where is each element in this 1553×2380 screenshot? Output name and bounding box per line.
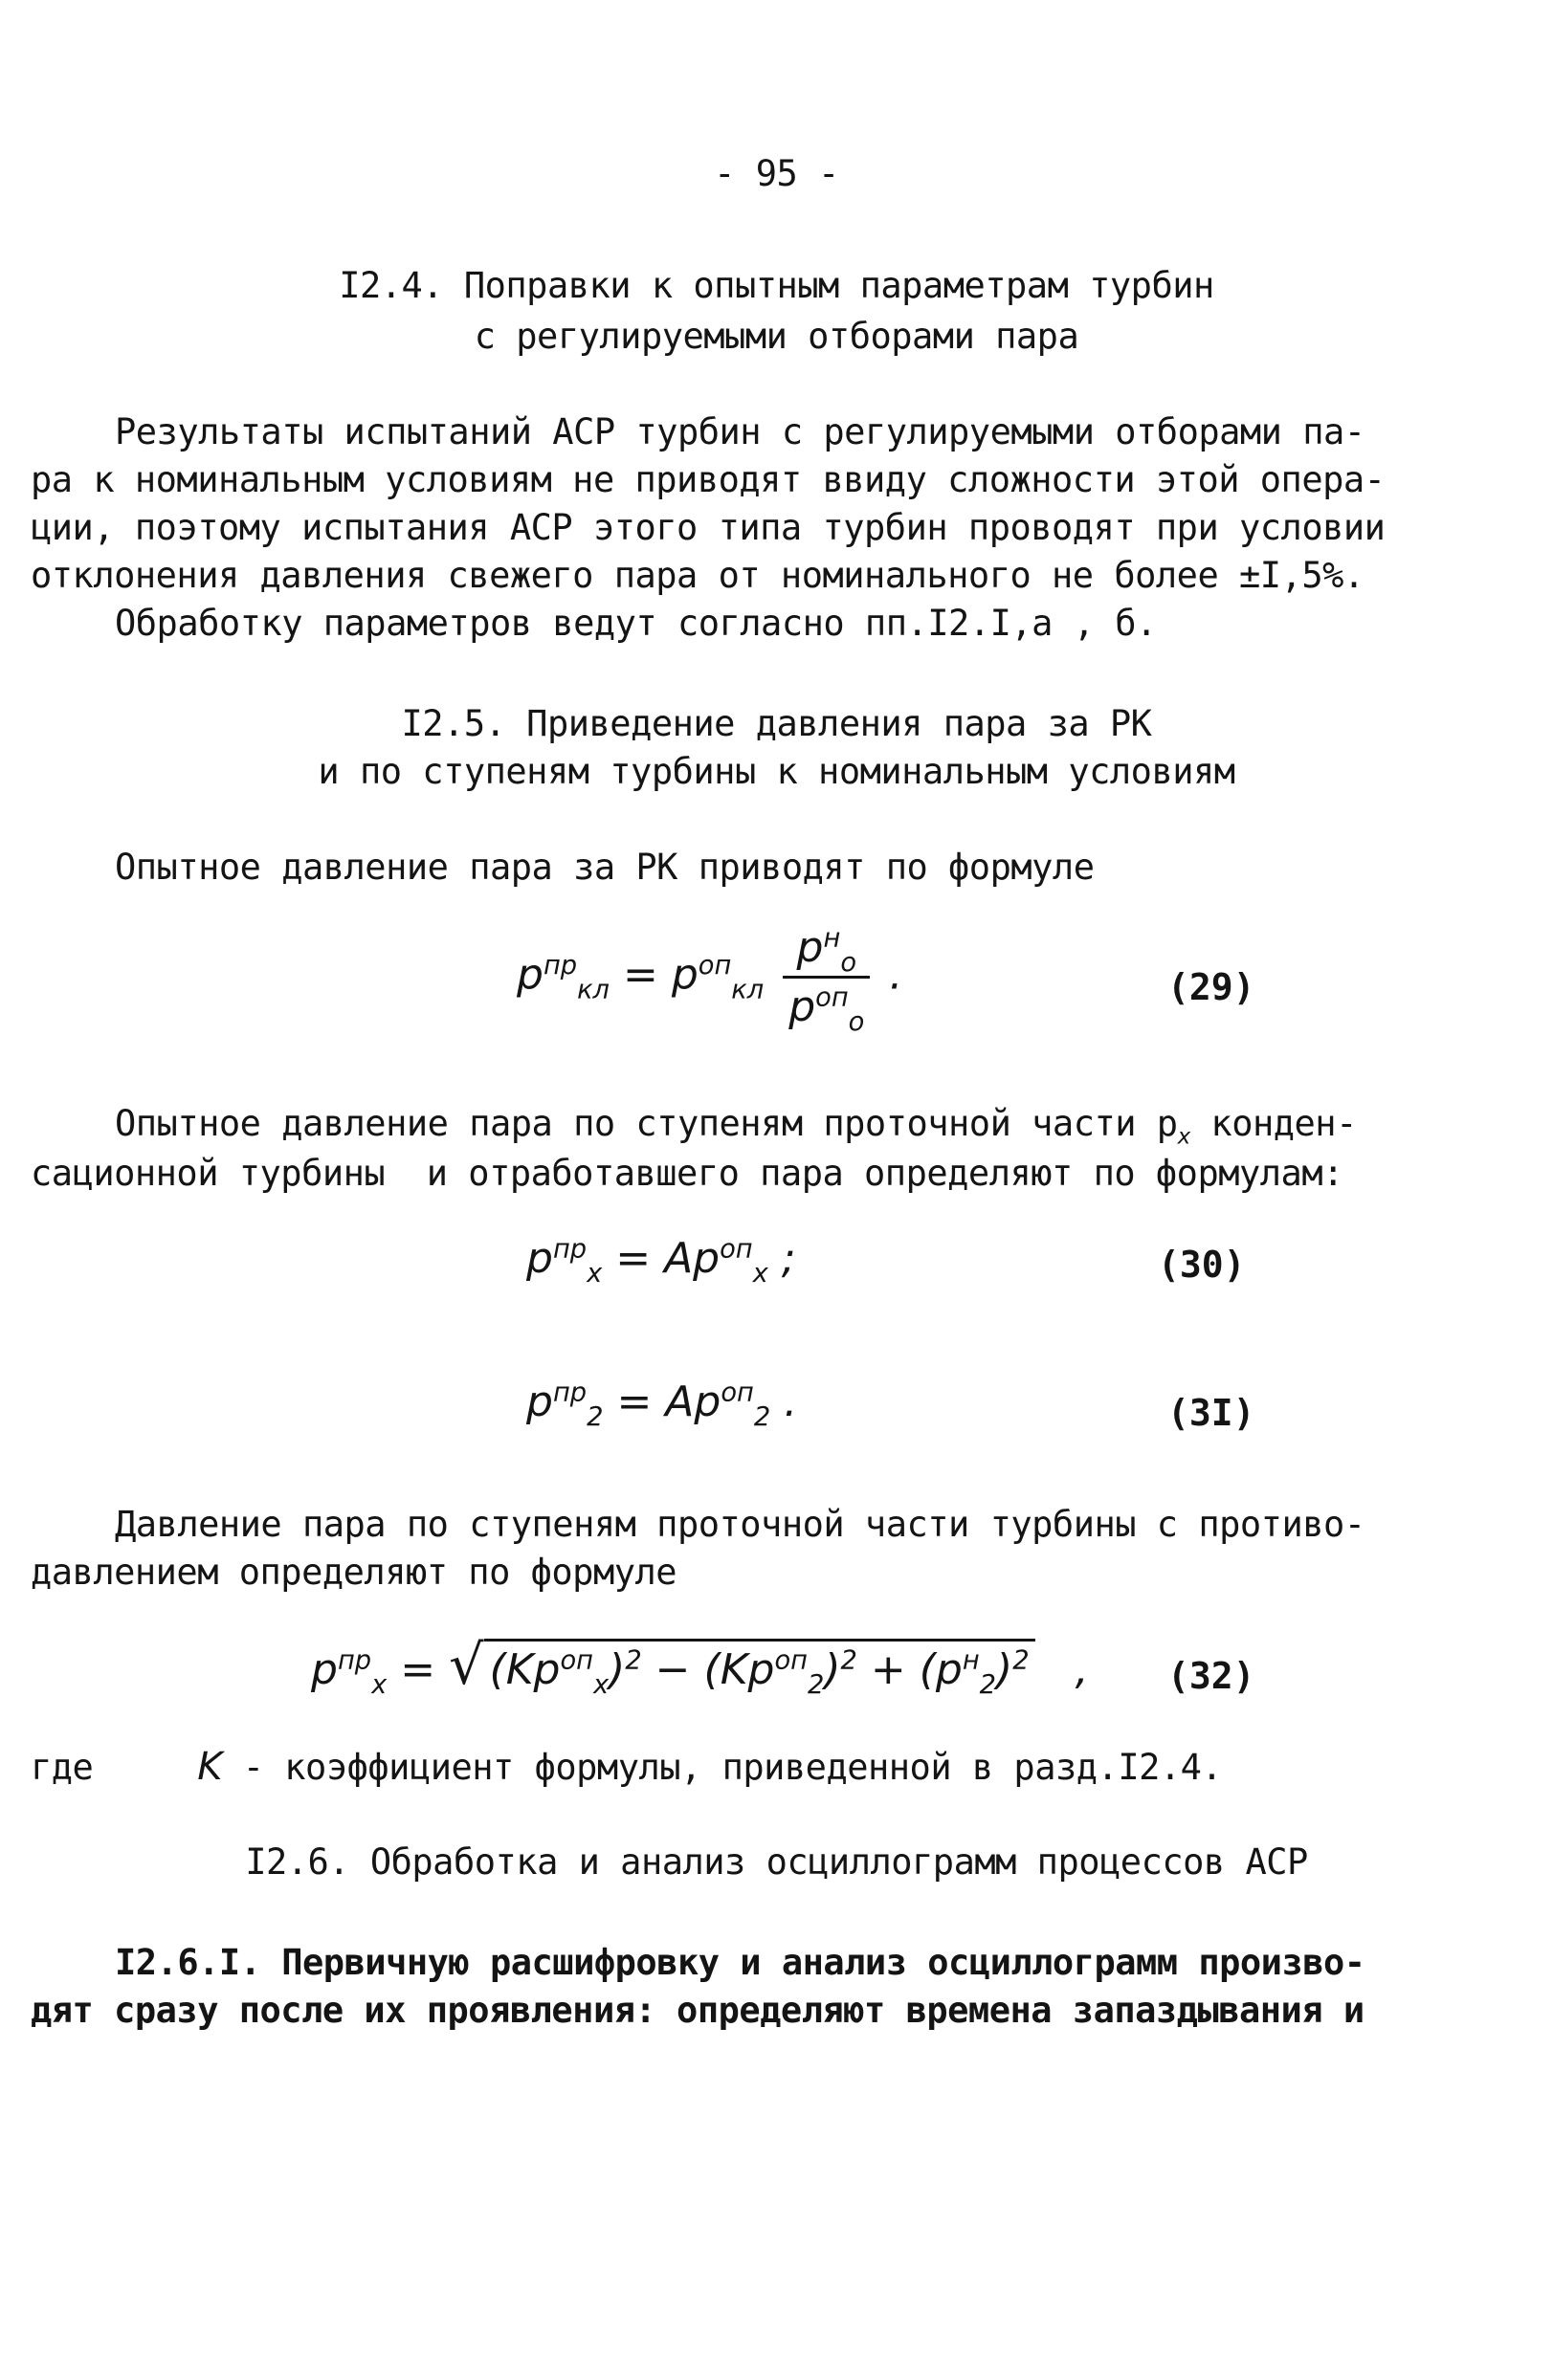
equation-29-fraction: $\frac{p^н_о}{p^{оп}_о}$ (783, 923, 870, 1031)
section-12-6-heading: I2.6. Обработка и анализ осциллограмм процессов АСР (245, 1841, 1308, 1883)
para-12-6-1-line-1: I2.6.I. Первичную расшифровку и анализ осциллограмм произво- (115, 1942, 1365, 1983)
para-12-4-line-3: ции, поэтому испытания АСР этого типа турбин проводят при условии (31, 507, 1386, 548)
para-12-4-line-1: Результаты испытаний АСР турбин с регулируемыми отборами па- (115, 411, 1365, 452)
section-12-5-heading-1: I2.5. Приведение давления пара за РК (401, 703, 1152, 744)
equation-31: $p^{пр}_2 = Ap^{оп}_2$ . (526, 1377, 798, 1432)
para-12-4-line-2: ра к номинальным условиям не приводят ввиду сложности этой опера- (31, 459, 1386, 500)
where-clause: где K - коэффициент формулы, приведенной в разд.I2.4. (31, 1745, 1223, 1789)
para-12-4-line-4: отклонения давления свежего пара от номинального не более ±I,5%. (31, 555, 1364, 596)
page-number: - 95 - (714, 153, 839, 194)
equation-30: $p^{пр}_x = Ap^{оп}_x$ ; (526, 1234, 796, 1289)
equation-32: $p^{пр}_x$ = √ $(Kp^{оп}_x)^2 - (Kp^{оп}_2)^2 + (p^н_2)^2$ , (311, 1634, 1089, 1700)
equation-29-number: (29) (1167, 966, 1255, 1008)
section-12-4-heading-1: I2.4. Поправки к опытным параметрам турбин (339, 265, 1214, 306)
para-12-5-p3-line-2: давлением определяют по формуле (31, 1552, 677, 1593)
section-12-5-heading-2: и по ступеням турбины к номинальным условиям (318, 751, 1235, 792)
equation-30-number: (30) (1158, 1244, 1246, 1286)
equation-29: $p^{пр}_{кл} = p^{оп}_{кл}$ $\frac{p^н_о}{p^{оп}_о}$ . (517, 923, 903, 1037)
para-12-5-p2-line-2: сационной турбины и отработавшего пара определяют по формулам: (31, 1153, 1343, 1194)
para-12-5-intro: Опытное давление пара за РК приводят по формуле (115, 847, 1095, 888)
section-12-4-heading-2: с регулируемыми отборами пара (474, 316, 1079, 357)
para-12-4-line-5: Обработку параметров ведут согласно пп.I2.I,а , б. (115, 603, 1157, 644)
equation-32-number: (32) (1167, 1655, 1255, 1697)
para-12-6-1-line-2: дят сразу после их проявления: определяют времена запаздывания и (31, 1990, 1364, 2031)
equation-31-number: (3I) (1167, 1392, 1255, 1434)
para-12-5-p3-line-1: Давление пара по ступеням проточной части турбины с противо- (115, 1504, 1365, 1545)
para-12-5-p2-line-1: Опытное давление пара по ступеням проточной части $p_x$ конден- (115, 1103, 1357, 1150)
equation-32-radical: $(Kp^{оп}_x)^2 - (Kp^{оп}_2)^2 + (p^н_2)^2$ (484, 1639, 1035, 1694)
